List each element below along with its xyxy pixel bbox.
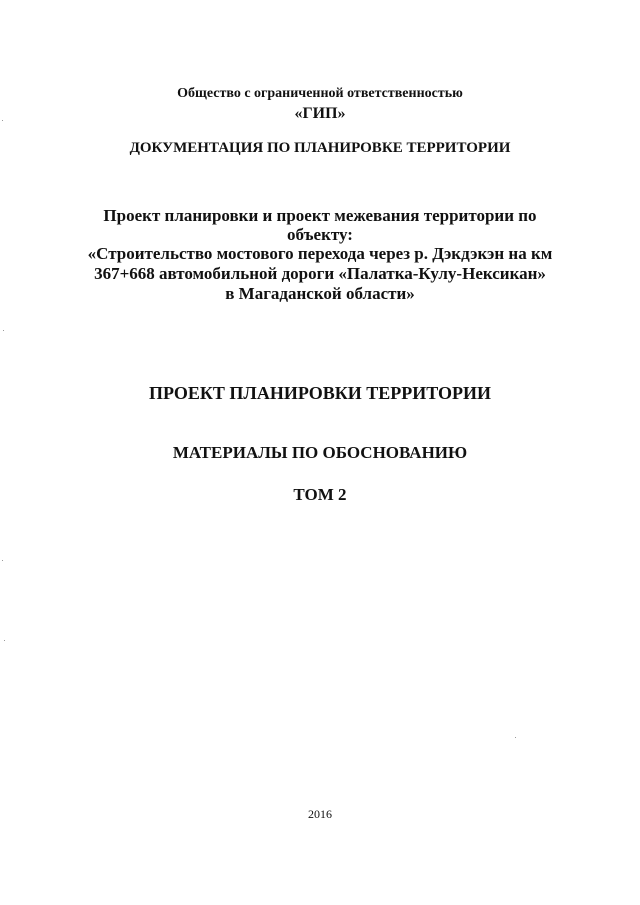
document-year: 2016 — [308, 807, 332, 821]
materials-title: МАТЕРИАЛЫ ПО ОБОСНОВАНИЮ — [172, 443, 468, 462]
project-title-line1: Проект планировки и проект межевания территории по — [103, 206, 537, 225]
project-title-line2: объекту: — [287, 225, 353, 244]
organization-name-line1: Общество с ограниченной ответственностью — [177, 86, 463, 101]
organization-name-line2: «ГИП» — [294, 105, 346, 122]
section-title: ПРОЕКТ ПЛАНИРОВКИ ТЕРРИТОРИИ — [148, 383, 492, 403]
volume-label: ТОМ 2 — [293, 485, 347, 504]
scan-speck — [2, 560, 3, 561]
scan-speck — [3, 330, 4, 331]
document-type-heading: ДОКУМЕНТАЦИЯ ПО ПЛАНИРОВКЕ ТЕРРИТОРИИ — [129, 140, 511, 156]
project-title-line5: в Магаданской области» — [225, 284, 415, 303]
scan-speck — [2, 120, 3, 121]
project-title-line3: «Строительство мостового перехода через р. Дэкдэкэн на км — [87, 244, 553, 263]
scan-speck — [4, 640, 5, 641]
scan-speck — [515, 737, 516, 738]
project-title-line4: 367+668 автомобильной дороги «Палатка-Кулу-Нексикан» — [94, 264, 546, 283]
